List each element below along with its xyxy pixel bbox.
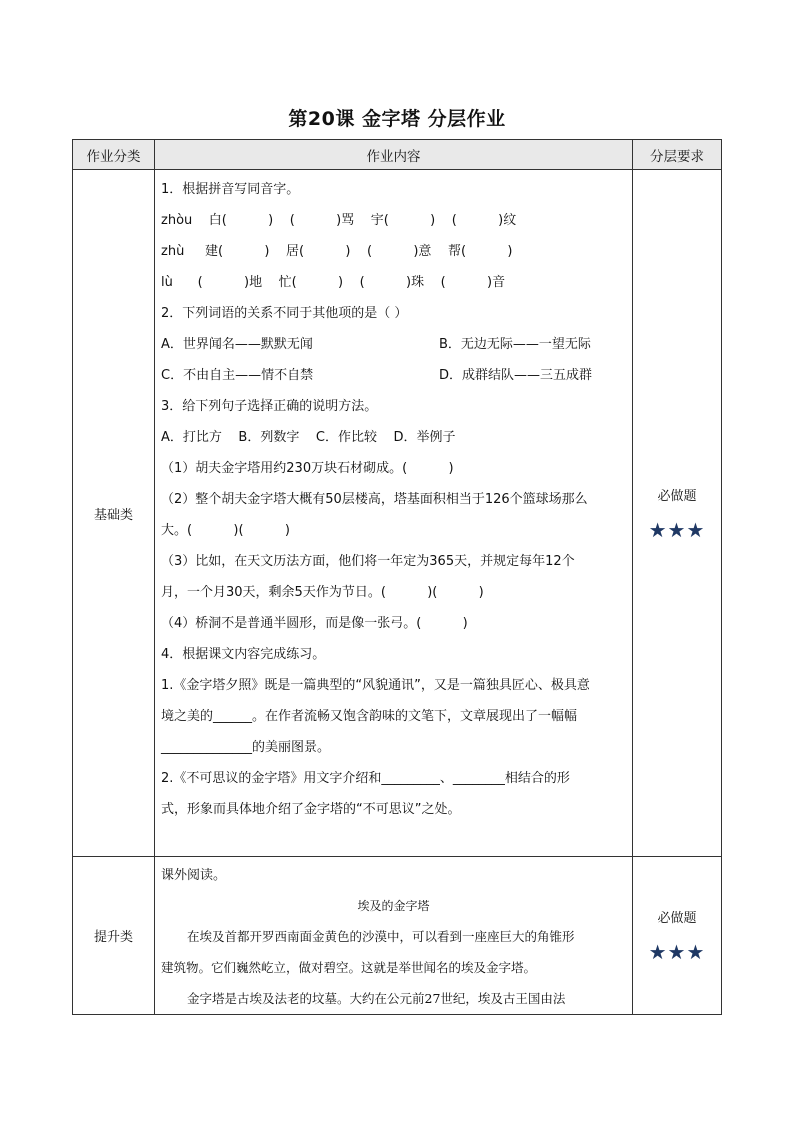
reading-para-1a: 在埃及首都开罗西南面金黄色的沙漠中，可以看到一座座巨大的角锥形: [187, 929, 575, 944]
question-4-item-2b: 式，形象而具体地介绍了金字塔的“不可思议”之处。: [161, 802, 461, 817]
content-advanced: [155, 857, 633, 1015]
requirement-advanced: [633, 857, 722, 1015]
option-d: D．成群结队——三五成群: [439, 368, 593, 383]
question-3-item-4: （4）桥洞不是普通半圆形，而是像一张弓。( ): [161, 616, 468, 631]
requirement-basic: [633, 170, 722, 857]
question-3-item-2a: （2）整个胡夫金字塔大概有50层楼高，塔基面积相当于126个篮球场那么: [161, 492, 588, 507]
question-3: 3．给下列句子选择正确的说明方法。: [161, 399, 378, 414]
table-header-row: [73, 140, 722, 170]
homework-table: [72, 139, 722, 1015]
reading-title: 埃及的金字塔: [357, 899, 430, 913]
pinyin-line-zhu: zhù 建( ) 居( ) ( )意 帮( ): [161, 244, 513, 259]
question-3-item-1: （1）胡夫金字塔用约230万块石材砌成。( ): [161, 461, 454, 476]
pinyin-line-zhou: zhòu 白( ) ( )骂 宇( ) ( )纹: [161, 213, 517, 228]
requirement-advanced-label: 必做题: [657, 911, 697, 926]
reading-para-2: 金字塔是古埃及法老的坟墓。大约在公元前27世纪，埃及古王国由法: [187, 991, 566, 1006]
question-1: 1．根据拼音写同音字。: [161, 182, 300, 197]
option-a: A．世界闻名——默默无闻: [161, 337, 313, 352]
pinyin-line-lu: lù ( )地 忙( ) ( )珠 ( )音: [161, 275, 506, 290]
question-4: 4．根据课文内容完成练习。: [161, 647, 326, 662]
category-basic: 基础类: [73, 170, 155, 857]
reading-intro: 课外阅读。: [161, 868, 227, 883]
question-4-item-1c: ______________的美丽图景。: [161, 740, 331, 755]
header-category: 作业分类: [73, 140, 155, 170]
category-advanced: 提升类: [73, 857, 155, 1015]
question-4-item-2a: 2.《不可思议的金字塔》用文字介绍和_________、________相结合的形: [161, 771, 570, 786]
question-3-options: A．打比方 B．列数字 C．作比较 D．举例子: [161, 430, 456, 445]
page-title: 第20课 金字塔 分层作业: [288, 108, 506, 130]
question-3-item-2b: 大。( )( ): [161, 523, 290, 538]
content-basic: [155, 170, 633, 857]
reading-para-1b: 建筑物。它们巍然屹立，做对碧空。这就是举世闻名的埃及金字塔。: [161, 960, 537, 975]
header-content: 作业内容: [155, 140, 633, 170]
option-b: B．无边无际——一望无际: [439, 337, 591, 352]
question-4-item-1b: 境之美的______。在作者流畅又饱含韵味的文笔下，文章展现出了一幅幅: [161, 709, 578, 724]
requirement-basic-label: 必做题: [657, 488, 697, 504]
question-2-options-ab: [161, 329, 626, 360]
star-rating-icon: ★★★: [648, 517, 706, 542]
option-c: C．不由自主——情不自禁: [161, 368, 314, 383]
table-row-basic: [73, 170, 722, 857]
star-rating-icon: ★★★: [648, 940, 706, 964]
header-requirement: 分层要求: [633, 140, 722, 170]
question-3-item-3a: （3）比如，在天文历法方面，他们将一年定为365天，并规定每年12个: [161, 554, 575, 569]
question-2: 2．下列词语的关系不同于其他项的是（ ）: [161, 306, 408, 321]
question-3-item-3b: 月，一个月30天，剩余5天作为节日。( )( ): [161, 585, 484, 600]
table-row-advanced: [73, 857, 722, 1015]
question-4-item-1a: 1.《金字塔夕照》既是一篇典型的“风貌通讯”，又是一篇独具匠心、极具意: [161, 678, 590, 693]
question-2-options-cd: [161, 360, 626, 391]
